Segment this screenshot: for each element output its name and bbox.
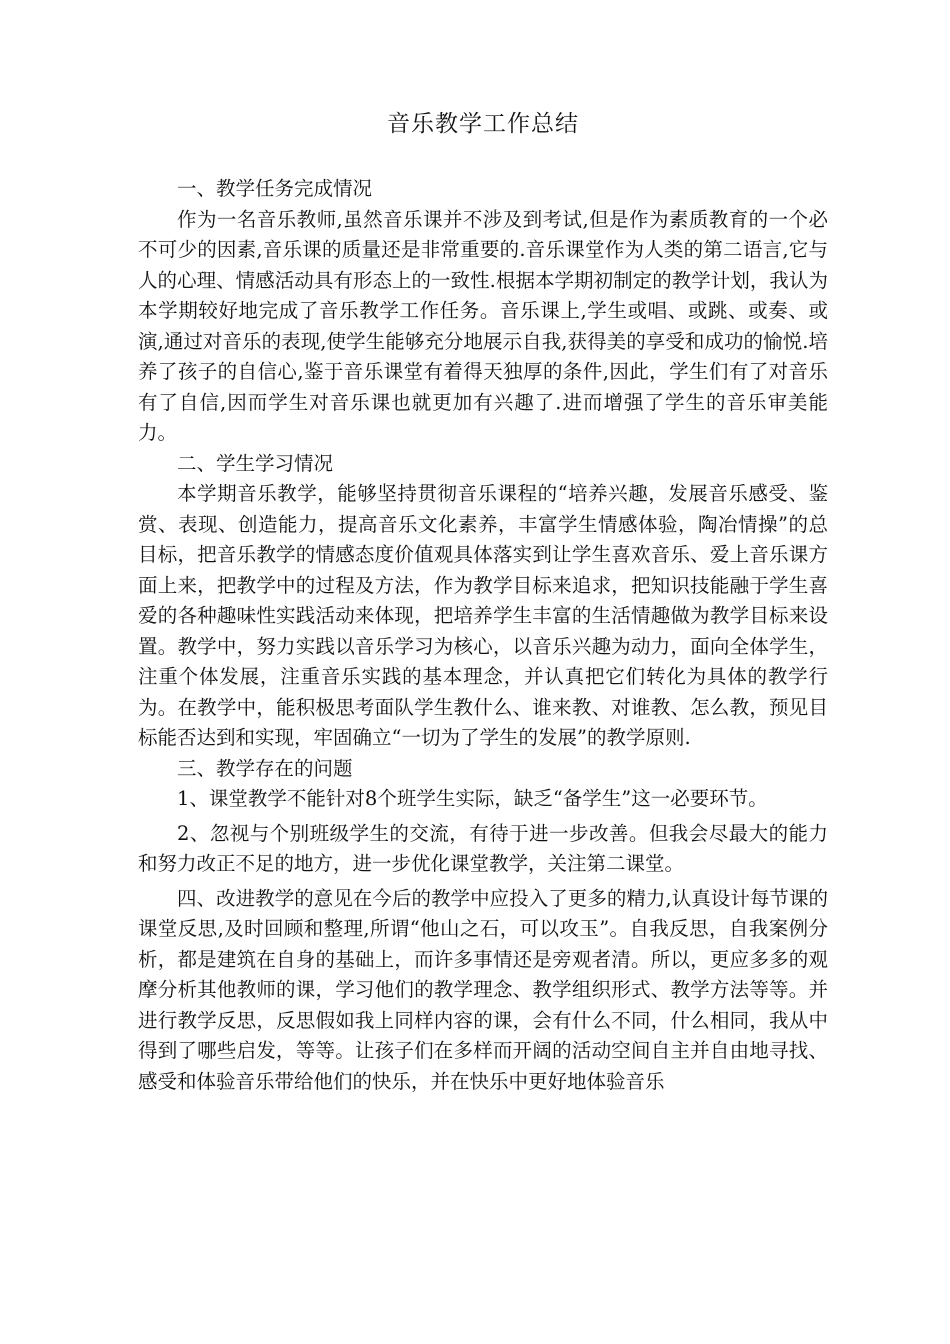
- document-title: 音乐教学工作总结: [387, 111, 579, 137]
- document-page: [138, 104, 828, 1097]
- section-heading-2: 二、学生学习情况: [177, 451, 334, 475]
- section-heading-3: 三、教学存在的问题: [177, 756, 353, 780]
- paragraph-3-item-1: 1、课堂教学不能针对8个班学生实际，缺乏“备学生”这一必要环节。: [177, 787, 768, 810]
- paragraph-1: 作为一名音乐教师,虽然音乐课并不涉及到考试,但是作为素质教育的一个必不可少的因素,音乐课的质量还是非常重要的.音乐课堂作为人类的第二语言,它与人的心理、情感活动具有形态上的一致性.根据本学期初制定的教学计划，我认为本学期较好地完成了音乐教学工作任务。音乐课上,学生或唱、或跳、或奏、或演,通过对音乐的表现,使学生能够充分地展示自我,获得美的享受和成功的愉悦.培养了孩子的自信心,鉴于音乐课堂有着得天独厚的条件,因此，学生们有了对音乐有了自信,因而学生对音乐课也就更加有兴趣了.进而增强了学生的音乐审美能力。: [138, 207, 828, 444]
- paragraph-2: 本学期音乐教学，能够坚持贯彻音乐课程的“培养兴趣，发展音乐感受、鉴赏、表现、创造能力，提高音乐文化素养，丰富学生情感体验，陶冶情操”的总目标，把音乐教学的情感态度价值观具体落实到让学生喜欢音乐、爱上音乐课方面上来，把教学中的过程及方法，作为教学目标来追求，把知识技能融于学生喜爱的各种趣味性实践活动来体现，把培养学生丰富的生活情趣做为教学目标来设置。教学中，努力实践以音乐学习为核心，以音乐兴趣为动力，面向全体学生，注重个体发展，注重音乐实践的基本理念，并认真把它们转化为具体的教学行为。在教学中，能积极思考面队学生教什么、谁来教、对谁教、怎么教，预见目标能否达到和实现，牢固确立“一切为了学生的发展”的教学原则.: [138, 482, 828, 749]
- paragraph-3-item-2: 2、忽视与个别班级学生的交流，有待于进一步改善。但我会尽最大的能力和努力改正不足的地方，进一步优化课堂教学，关注第二课堂。: [138, 821, 828, 875]
- paragraph-4: 四、改进教学的意见在今后的教学中应投入了更多的精力,认真设计每节课的课堂反思,及时回顾和整理,所谓“他山之石，可以攻玉”。自我反思，自我案例分析，都是建筑在自身的基础上，而许多事情还是旁观者清。所以，更应多多的观摩分析其他教师的课，学习他们的教学理念、教学组织形式、教学方法等等。并进行教学反思，反思假如我上同样内容的课，会有什么不同，什么相同，我从中得到了哪些启发，等等。让孩子们在多样而开阔的活动空间自主并自由地寻找、感受和体验音乐带给他们的快乐，并在快乐中更好地体验音乐: [138, 886, 828, 1093]
- section-heading-1: 一、教学任务完成情况: [177, 177, 373, 200]
